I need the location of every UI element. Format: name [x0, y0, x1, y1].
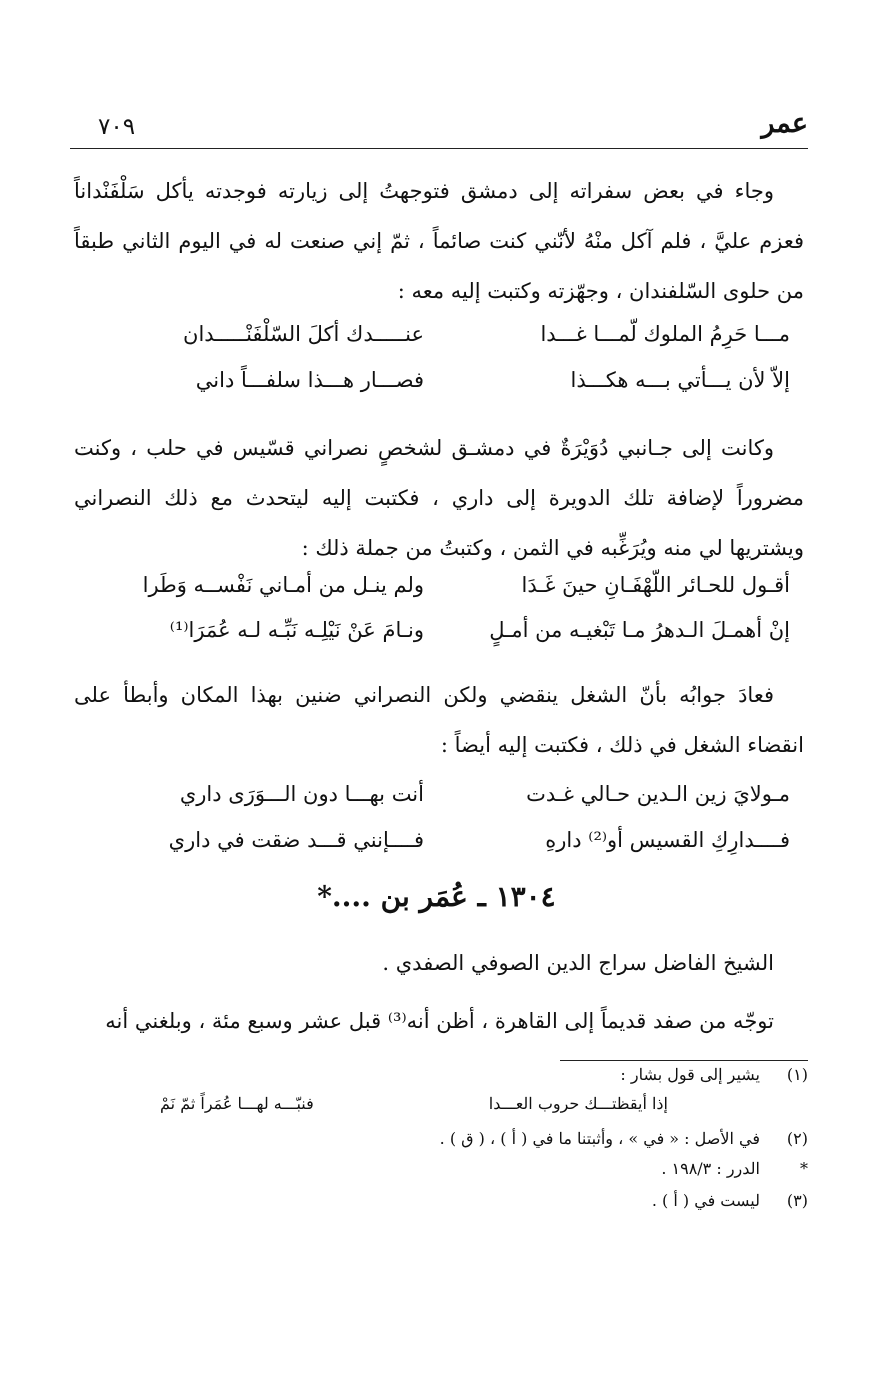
verse-hemistich-first: مـــا حَرِمُ الملوك لّمـــا غـــدا [540, 322, 790, 346]
verse-3-1 [104, 782, 790, 826]
verse-hemistich-second: ولم ينـل من أمـاني نَفْســه وَطَرا [142, 573, 424, 597]
footnote-star [120, 1158, 808, 1180]
footnote-verse-second: فنبّـــه لهـــا عُمَراً ثمّ نَمْ [160, 1094, 314, 1113]
running-title: عمر [761, 108, 808, 139]
verse-hemistich-first: إلاّ لأن يـــأتي بـــه هكـــذا [570, 368, 790, 392]
footnote-text: يشير إلى قول بشار : [620, 1065, 760, 1084]
verse-hemistich-first: مـولايَ زين الـدين حـالي غـدت [526, 782, 790, 806]
footnote-text: ليست في ( أ ) . [651, 1191, 760, 1210]
verse-hemistich-second: أنت بهـــا دون الـــوَرَى داري [179, 782, 424, 806]
verse-1-2 [104, 368, 790, 412]
verse-2-2 [104, 618, 790, 662]
footnote-marker: (٣) [786, 1191, 808, 1210]
verse-hemistich-second: فصـــار هـــذا سلفـــاً داني [195, 368, 424, 392]
entry-heading: ١٣٠٤ ـ عُمَر بن ....* [317, 880, 556, 913]
entry-paragraph-1: الشيخ الفاضل سراج الدين الصوفي الصفدي . [382, 951, 774, 975]
footnote-rule [560, 1060, 808, 1061]
paragraph-2: وكانت إلى جـانبي دُوَيْرَةٌ في دمشـق لشخصٍ نصراني قسّيس في حلب ، وكنت مضروراً لإضافة تلك الدويرة إلى داري ، فكتبت إليه ليتحدث مع ذلك النصراني ويشتريها لي منه ويُرَغِّبه في الثمن ، وكتبتُ من جملة ذلك : [74, 436, 804, 560]
footnote-2 [120, 1128, 808, 1150]
footnote-1 [120, 1064, 808, 1086]
footnote-marker: * [800, 1159, 808, 1178]
verse-2-1 [104, 573, 790, 617]
page-number: ٧٠٩ [98, 114, 136, 140]
verse-1-1 [104, 322, 790, 366]
verse-hemistich-second: ونـامَ عَنْ نَيْلِـه نَبِّـه لـه عُمَرَا⁽¹⁾ [169, 618, 424, 642]
footnote-3 [120, 1190, 808, 1212]
footnote-text: الدرر : ١٩٨/٣ . [661, 1159, 760, 1178]
verse-hemistich-second: فــــإنني قـــد ضقت في داري [168, 828, 424, 852]
header-rule [70, 148, 808, 149]
verse-hemistich-first: أقـول للحـائر اللّهْفَـانِ حينَ غَـدَا [521, 573, 790, 597]
paragraph-1: وجاء في بعض سفراته إلى دمشق فتوجهتُ إلى زيارته فوجدته يأكل سَلْفَنْداناً فعزم عليَّ ، فلم آكل منْهُ لأنّني كنت صائماً ، ثمّ إني صنعت له في اليوم الثاني طبقاً من حلوى السّلفندان ، وجهّزته وكتبت إليه معه : [74, 179, 804, 303]
running-header [68, 108, 808, 148]
paragraph-3: فعادَ جوابُه بأنّ الشغل ينقضي ولكن النصراني ضنين بهذا المكان وأبطأ على انقضاء الشغل في ذلك ، فكتبت إليه أيضاً : [74, 683, 804, 757]
footnote-text: في الأصل : « في » ، وأثبتنا ما في ( أ ) ، ( ق ) . [439, 1129, 760, 1148]
verse-hemistich-second: عنـــــدك أكلَ السّلْفَنْـــــدان [183, 322, 424, 346]
verse-hemistich-first: فــــدارِكِ القسيس أو⁽²⁾ دارهِ [545, 828, 790, 852]
verse-3-2 [104, 828, 790, 872]
footnote-marker: (٢) [786, 1129, 808, 1148]
footnote-marker: (١) [786, 1065, 808, 1084]
verse-hemistich-first: إنْ أهمـلَ الـدهرُ مـا تَبْغيـه من أمـلٍ [489, 618, 790, 642]
entry-paragraph-2: توجّه من صفد قديماً إلى القاهرة ، أظن أنه⁽³⁾ قبل عشر وسبع مئة ، وبلغني أنه [105, 1009, 774, 1033]
footnote-verse-first: إذا أيقظتـــك حروب العـــدا [488, 1094, 668, 1113]
